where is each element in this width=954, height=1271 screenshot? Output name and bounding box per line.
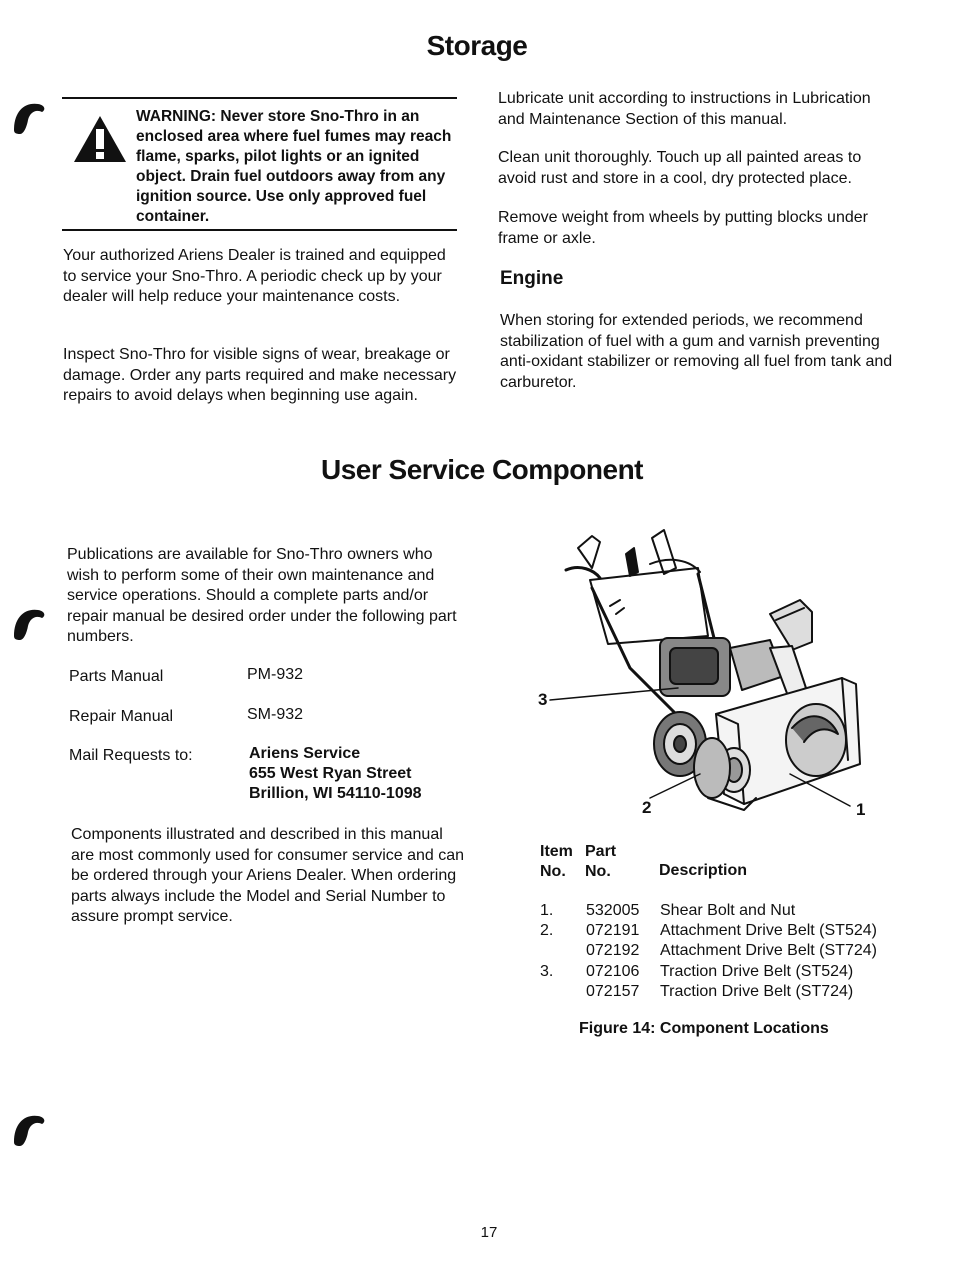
engine-para: When storing for extended periods, we recommend stabilization of fuel with a gum and varnish preventing anti-oxidant stabilizer or removing all fuel from tank and carburetor. — [500, 312, 893, 391]
storage-para-lubricate: Lubricate unit according to instructions in Lubrication and Maintenance Section of this manual. — [498, 90, 871, 128]
page-number: 17 — [480, 1224, 498, 1241]
part-description: Traction Drive Belt (ST724) — [660, 983, 854, 1000]
parts-manual-number: PM-932 — [247, 666, 304, 683]
item-no: 1. — [540, 902, 554, 919]
header-part: Part — [585, 843, 617, 860]
storage-para-clean: Clean unit thoroughly. Touch up all painted areas to avoid rust and store in a cool, dry protected place. — [498, 149, 862, 187]
binder-hole-mark-icon — [12, 100, 46, 136]
address-line-2: 655 West Ryan Street — [249, 765, 412, 782]
warning-bottom-rule — [62, 229, 457, 231]
header-description: Description — [659, 862, 748, 879]
storage-para-weight: Remove weight from wheels by putting blocks under frame or axle. — [498, 209, 868, 247]
header-part-no: No. — [585, 863, 611, 880]
warning-top-rule — [62, 97, 457, 99]
components-para: Components illustrated and described in this manual are most commonly used for consumer service and can be ordered through your Ariens Dealer. When ordering parts always include the Model and Serial Number to assure prompt service. — [71, 826, 465, 925]
engine-heading: Engine — [500, 268, 564, 289]
part-description: Attachment Drive Belt (ST724) — [660, 942, 877, 959]
item-no: 2. — [540, 922, 554, 939]
callout-3: 3 — [538, 690, 548, 709]
part-description: Shear Bolt and Nut — [660, 902, 796, 919]
header-item: Item — [540, 843, 573, 860]
address-line-1: Ariens Service — [249, 745, 361, 762]
storage-para-dealer: Your authorized Ariens Dealer is trained and equipped to service your Sno-Thro. A periodic check up by your dealer will help reduce your maintenance costs. — [63, 247, 446, 305]
part-no: 072191 — [586, 922, 640, 939]
part-description: Traction Drive Belt (ST524) — [660, 963, 854, 980]
publications-para: Publications are available for Sno-Thro owners who wish to perform some of their own maintenance and service operations. Should a complete parts and/or repair manual be desired order under the following part numbers. — [67, 546, 457, 645]
item-no: 3. — [540, 963, 554, 980]
part-no: 072106 — [586, 963, 640, 980]
callout-2: 2 — [642, 798, 652, 817]
storage-title: Storage — [426, 30, 528, 61]
binder-hole-mark-icon — [12, 1112, 46, 1148]
part-no: 532005 — [586, 902, 640, 919]
callout-1: 1 — [856, 800, 866, 819]
repair-manual-label: Repair Manual — [69, 708, 174, 725]
repair-manual-number: SM-932 — [247, 706, 304, 723]
snow-thrower-illustration — [530, 528, 880, 828]
header-item-no: No. — [540, 863, 566, 880]
figure-caption: Figure 14: Component Locations — [579, 1020, 829, 1037]
parts-table — [540, 901, 900, 1005]
warning-triangle-icon — [72, 114, 128, 164]
parts-manual-label: Parts Manual — [69, 668, 164, 685]
storage-para-inspect: Inspect Sno-Thro for visible signs of wear, breakage or damage. Order any parts required and make necessary repairs to avoid delays when beginning use again. — [63, 346, 457, 404]
part-no: 072192 — [586, 942, 640, 959]
user-service-title: User Service Component — [321, 454, 643, 485]
address-line-3: Brillion, WI 54110-1098 — [249, 785, 422, 802]
part-no: 072157 — [586, 983, 640, 1000]
mail-requests-label: Mail Requests to: — [69, 747, 193, 764]
binder-hole-mark-icon — [12, 606, 46, 642]
storage-warning: WARNING: Never store Sno-Thro in an enclosed area where fuel fumes may reach flame, sparks, pilot lights or an ignited object. Drain fuel outdoors away from any ignition source. Use only approved fuel container. — [136, 108, 452, 225]
part-description: Attachment Drive Belt (ST524) — [660, 922, 877, 939]
